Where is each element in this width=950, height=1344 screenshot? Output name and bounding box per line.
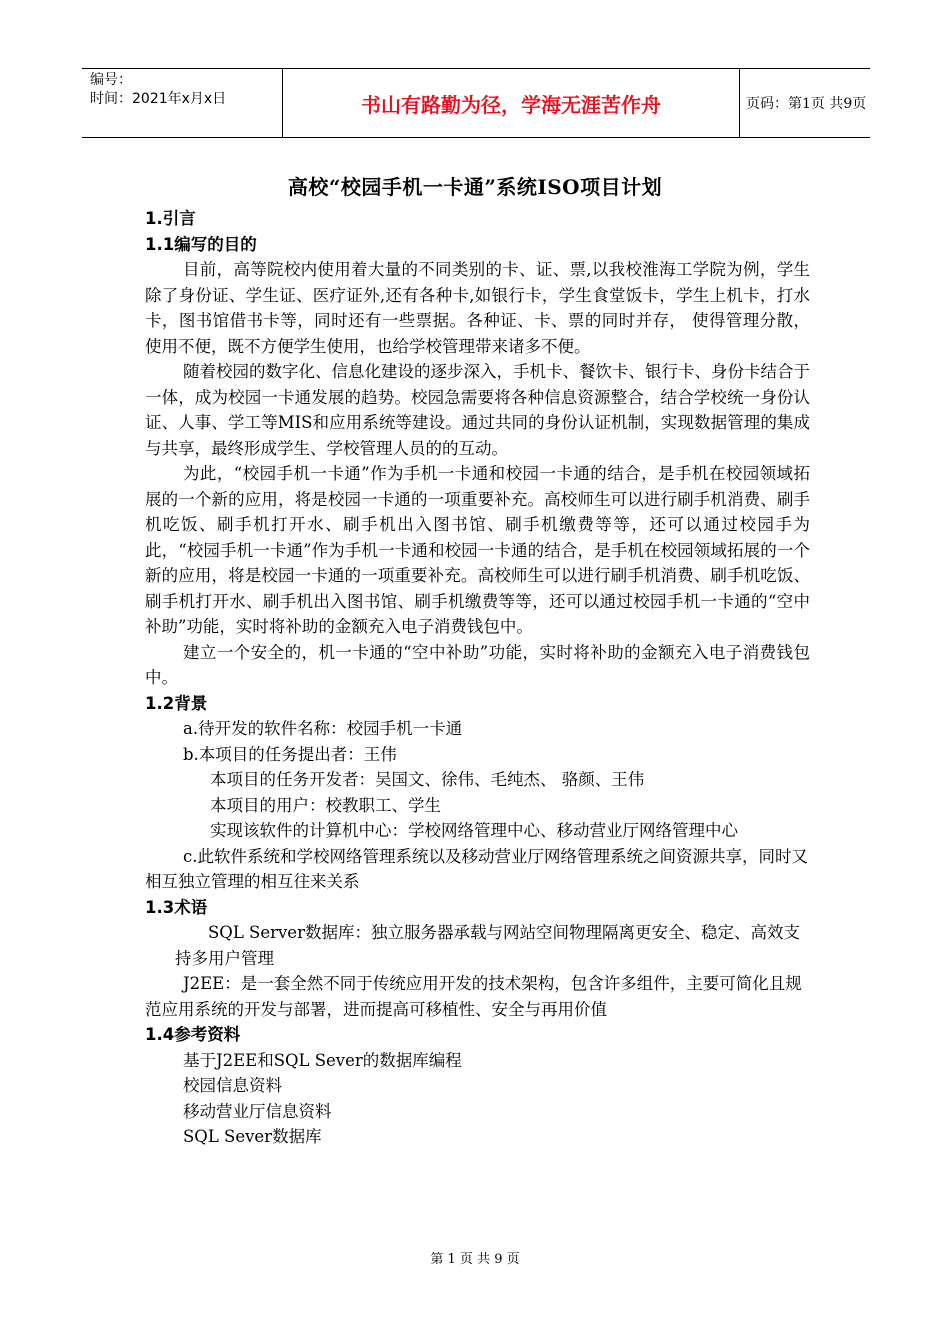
- document-body: [145, 206, 810, 1150]
- paragraph-purpose-1: 目前，高等院校内使用着大量的不同类别的卡、证、票,以我校淮海工学院为例，学生除了身份证、学生证、医疗证外,还有各种卡,如银行卡，学生食堂饭卡，学生上机卡，打水卡，图书馆借书卡等，同时还有一些票据。各种证、卡、票的同时并存， 使得管理分散， 使用不便，既不方便学生使用，也给学校管理带来诸多不便。: [145, 260, 810, 356]
- term-j2ee: J2EE：是一套全然不同于传统应用开发的技术架构，包含许多组件，主要可简化且规范应用系统的开发与部署，进而提高可移植性、安全与再用价值: [145, 974, 802, 1019]
- section-heading-1-3: 1.3术语: [145, 897, 208, 917]
- document-title: 高校“校园手机一卡通”系统ISO项目计划: [287, 175, 663, 199]
- reference-item: SQL Sever数据库: [183, 1127, 322, 1146]
- reference-item: 校园信息资料: [183, 1076, 282, 1095]
- background-item-a: a.待开发的软件名称：校园手机一卡通: [183, 719, 463, 738]
- header-motto: 书山有路勤为径，学海无涯苦作舟: [282, 69, 740, 137]
- number-label: 编号：: [90, 72, 132, 88]
- page-footer: 第 1 页 共 9 页: [430, 1252, 520, 1267]
- section-heading-1: 1.引言: [145, 209, 196, 228]
- paragraph-purpose-4: 建立一个安全的，机一卡通的“空中补助”功能，实时将补助的金额充入电子消费钱包中。: [145, 642, 810, 687]
- background-computer-center: 实现该软件的计算机中心：学校网络管理中心、移动营业厅网络管理中心: [210, 821, 738, 840]
- reference-item: 基于J2EE和SQL Sever的数据库编程: [183, 1050, 462, 1070]
- reference-item: 移动营业厅信息资料: [183, 1101, 332, 1121]
- paragraph-purpose-3: 为此，“校园手机一卡通”作为手机一卡通和校园一卡通的结合，是手机在校园领域拓展的一个新的应用，将是校园一卡通的一项重要补充。高校师生可以进行刷手机消费、刷手机吃饭、刷手机打开水、刷手机出入图书馆、刷手机缴费等等，还可以通过校园手为此，“校园手机一卡通”作为手机一卡通和校园一卡通的结合，是手机在校园领域拓展的一个新的应用，将是校园一卡通的一项重要补充。高校师生可以进行刷手机消费、刷手机吃饭、刷手机打开水、刷手机出入图书馆、刷手机缴费等等，还可以通过校园手机一卡通的“空中补助”功能，实时将补助的金额充入电子消费钱包中。: [145, 464, 810, 636]
- background-users: 本项目的用户：校教职工、学生: [210, 795, 441, 815]
- header-page-label: 页码：第1页 共9页: [746, 96, 867, 112]
- background-item-b: b.本项目的任务提出者：王伟: [183, 744, 397, 764]
- document-header: [82, 68, 870, 138]
- header-meta-cell: [82, 69, 282, 137]
- section-heading-1-4: 1.4参考资料: [145, 1025, 241, 1044]
- background-item-c: c.此软件系统和学校网络管理系统以及移动营业厅网络管理系统之间资源共享，同时又相互独立管理的相互往来关系: [145, 846, 808, 891]
- background-developers: 本项目的任务开发者：吴国文、徐伟、毛纯杰、 骆颜、王伟: [210, 770, 645, 789]
- paragraph-purpose-2: 随着校园的数字化、信息化建设的逐步深入，手机卡、餐饮卡、银行卡、身份卡结合于一体，成为校园一卡通发展的趋势。校园急需要将各种信息资源整合，结合学校统一身份认证、人事、学工等MIS和应用系统等建设。通过共同的身份认证机制，实现数据管理的集成与共享，最终形成学生、学校管理人员的的互动。: [145, 362, 810, 458]
- section-heading-1-2: 1.2背景: [145, 693, 208, 713]
- time-label: 时间：2021年x月x日: [90, 91, 227, 107]
- section-heading-1-1: 1.1编写的目的: [145, 234, 257, 254]
- term-sql-server: SQL Server数据库：独立服务器承载与网站空间物理隔离更安全、稳定、高效支持多用户管理: [175, 923, 800, 968]
